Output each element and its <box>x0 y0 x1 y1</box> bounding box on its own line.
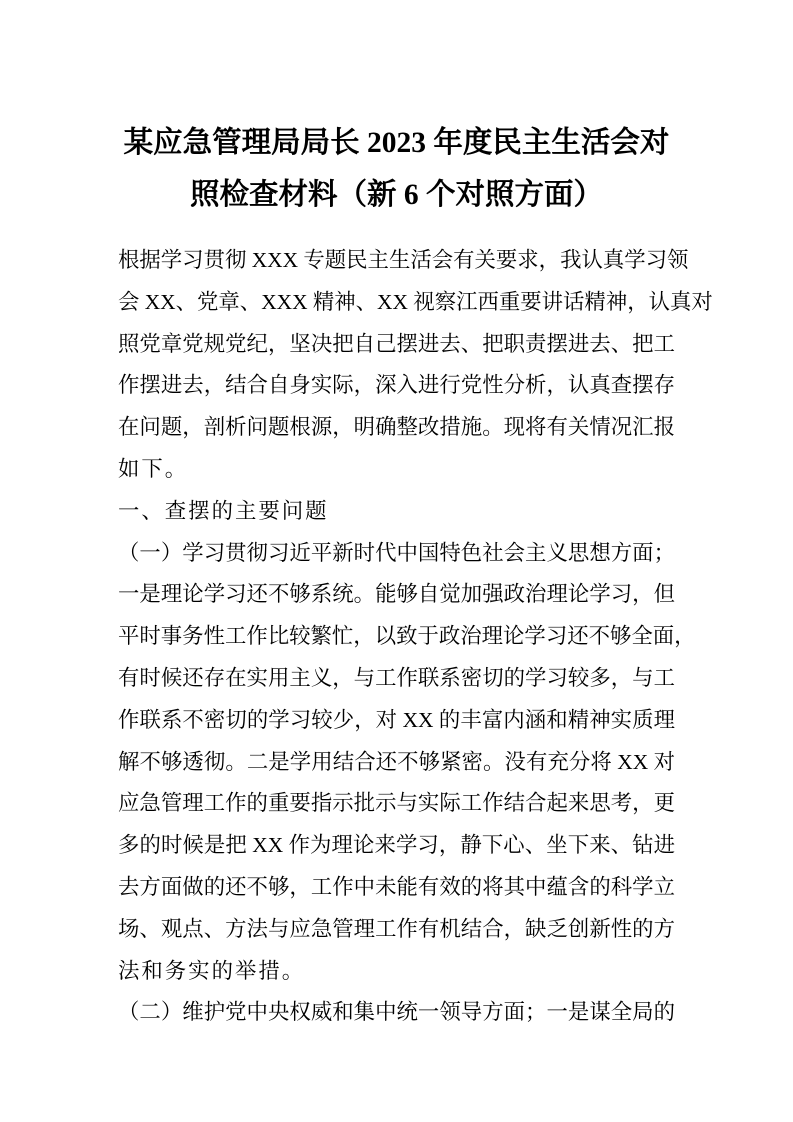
text-line-8: （一）学习贯彻习近平新时代中国特色社会主义思想方面； <box>118 540 675 565</box>
text-line-19: （二）维护党中央权威和集中统一领导方面；一是谋全局的 <box>118 1000 675 1025</box>
text-line-10: 平时事务性工作比较繁忙，以致于政治理论学习还不够全面， <box>118 624 696 649</box>
document-title-line-1: 某应急管理局局长 2023 年度民主生活会对 <box>123 127 670 159</box>
text-line-17: 场、观点、方法与应急管理工作有机结合，缺乏创新性的方 <box>118 916 675 941</box>
text-line-13: 解不够透彻。二是学用结合还不够紧密。没有充分将 XX 对 <box>118 749 675 774</box>
text-line-2: 会 XX、党章、XXX 精神、XX 视察江西重要讲话精神，认真对 <box>118 289 713 314</box>
text-line-16: 去方面做的还不够，工作中未能有效的将其中蕴含的科学立 <box>118 874 675 899</box>
document-title <box>118 117 675 221</box>
text-line-12: 作联系不密切的学习较少，对 XX 的丰富内涵和精神实质理 <box>118 707 675 732</box>
text-line-4: 作摆进去，结合自身实际，深入进行党性分析，认真查摆存 <box>118 373 675 398</box>
document-title-line-2: 照检查材料（新 6 个对照方面） <box>189 179 603 211</box>
text-line-9: 一是理论学习还不够系统。能够自觉加强政治理论学习，但 <box>118 582 675 607</box>
text-line-3: 照党章党规党纪，坚决把自己摆进去、把职责摆进去、把工 <box>118 331 675 356</box>
text-line-15: 多的时候是把 XX 作为理论来学习，静下心、坐下来、钻进 <box>118 833 675 858</box>
section-heading: 一、查摆的主要问题 <box>118 498 329 523</box>
text-line-11: 有时候还存在实用主义，与工作联系密切的学习较多，与工 <box>118 665 675 690</box>
text-line-18: 法和务实的举措。 <box>118 958 306 983</box>
text-line-14: 应急管理工作的重要指示批示与实际工作结合起来思考，更 <box>118 791 675 816</box>
document-body <box>118 240 713 1034</box>
text-line-5: 在问题，剖析问题根源，明确整改措施。现将有关情况汇报 <box>118 415 675 440</box>
text-line-6: 如下。 <box>118 456 189 481</box>
text-line-1: 根据学习贯彻 XXX 专题民主生活会有关要求，我认真学习领 <box>118 248 689 272</box>
